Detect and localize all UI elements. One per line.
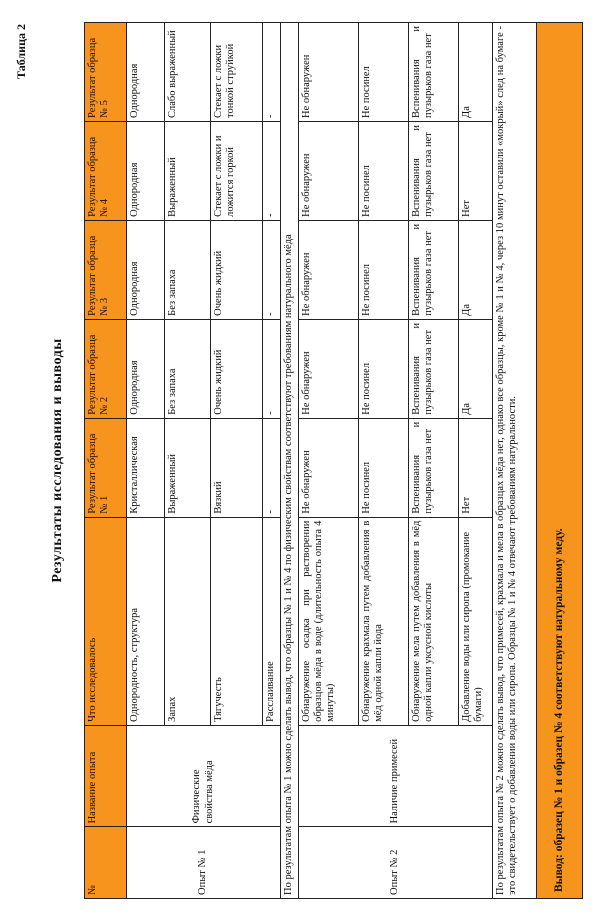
result-cell: Вспенивания и пузырьков газа нет [409,319,459,418]
result-cell: Не обнаружен [299,220,359,319]
header-cell: Название опыта [85,725,127,827]
conclusion: Вывод: образец № 1 и образец № 4 соответствуют натуральному меду. [537,23,583,899]
result-cell: Не обнаружен [299,23,359,122]
result-cell: Не посинел [359,319,409,418]
table-label: Таблица 2 [14,24,28,79]
result-cell: Не посинел [359,121,409,220]
result-cell: Не обнаружен [299,121,359,220]
summary-row [281,23,299,899]
result-cell: Вспенивания и пузырьков газа нет [409,418,459,517]
result-cell: Да [459,23,493,122]
result-cell: Без запаха [165,220,211,319]
experiment-name: Наличие примесей [299,725,493,827]
result-cell: Да [459,319,493,418]
result-cell: Без запаха [165,319,211,418]
summary-row [493,23,537,899]
criterion-cell: Расслаивание [263,517,281,725]
experiment-number: Опыт № 2 [299,827,493,899]
result-cell: Однородная [127,23,165,122]
result-cell: Выраженный [165,418,211,517]
result-cell: Стекает с ложки и ложится горкой [211,121,263,220]
header-cell: Результат образца № 2 [85,319,127,418]
result-cell: - [263,121,281,220]
conclusion-row [537,23,583,899]
header-cell: Результат образца № 5 [85,23,127,122]
result-cell: Очень жидкий [211,319,263,418]
result-cell: - [263,220,281,319]
header-cell: Результат образца № 3 [85,220,127,319]
result-cell: Однородная [127,319,165,418]
result-cell: - [263,418,281,517]
result-cell: Не обнаружен [299,418,359,517]
page-title: Результаты исследования и выводы [50,338,65,583]
result-cell: - [263,319,281,418]
result-cell: Выраженный [165,121,211,220]
results-table [84,22,583,899]
result-cell: Не обнаружен [299,319,359,418]
criterion-cell: Обнаружение крахмала путем добавления в мёд одной капли йода [359,517,409,725]
result-cell: Однородная [127,121,165,220]
criterion-cell: Однородность, структура [127,517,165,725]
experiment-number: Опыт № 1 [127,827,281,899]
header-row [85,23,127,899]
criterion-cell: Обнаружение мела путем добавления в мёд одной капли уксусной кислоты [409,517,459,725]
result-cell: Очень жидкий [211,220,263,319]
header-cell: № [85,827,127,899]
result-cell: Не посинел [359,220,409,319]
criterion-cell: Обнаружение осадка при растворении образцов мёда в воде (длительность опыта 4 минуты) [299,517,359,725]
experiment-name: Физические свойства мёда [127,725,281,827]
result-cell: - [263,23,281,122]
result-cell: Слабо выраженный [165,23,211,122]
result-cell: Вспенивания и пузырьков газа нет [409,220,459,319]
result-cell: Вспенивания и пузырьков газа нет [409,23,459,122]
criterion-cell: Тягучесть [211,517,263,725]
result-cell: Вязкий [211,418,263,517]
result-cell: Стекает с ложки тонкой струйкой [211,23,263,122]
result-cell: Нет [459,418,493,517]
result-cell: Нет [459,121,493,220]
table-row [299,23,359,899]
result-cell: Да [459,220,493,319]
criterion-cell: Запах [165,517,211,725]
header-cell: Результат образца № 4 [85,121,127,220]
result-cell: Однородная [127,220,165,319]
result-cell: Не посинел [359,418,409,517]
result-cell: Кристаллическая [127,418,165,517]
criterion-cell: Добавление воды или сиропа (промокание бумаги) [459,517,493,725]
experiment-2-summary: По результатам опыта № 2 можно сделать вывод, что примесей, крахмала и мела в образцах мёда нет, однако все образцы, кроме № 1 и № 4, через 10 минут оставили «мокрый» след на бумаге - это свидетельствует о добавлении воды или сиропа. Образцы № 1 и № 4 отвечают требованиям натуральности. [493,23,537,899]
result-cell: Не посинел [359,23,409,122]
header-cell: Результат образца № 1 [85,418,127,517]
result-cell: Вспенивания и пузырьков газа нет [409,121,459,220]
table-row [127,23,165,899]
header-cell: Что исследовалось [85,517,127,725]
experiment-1-summary: По результатам опыта № 1 можно сделать вывод, что образцы № 1 и № 4 по физическим свойствам соответствуют требованиям натурального мёда [281,23,299,899]
